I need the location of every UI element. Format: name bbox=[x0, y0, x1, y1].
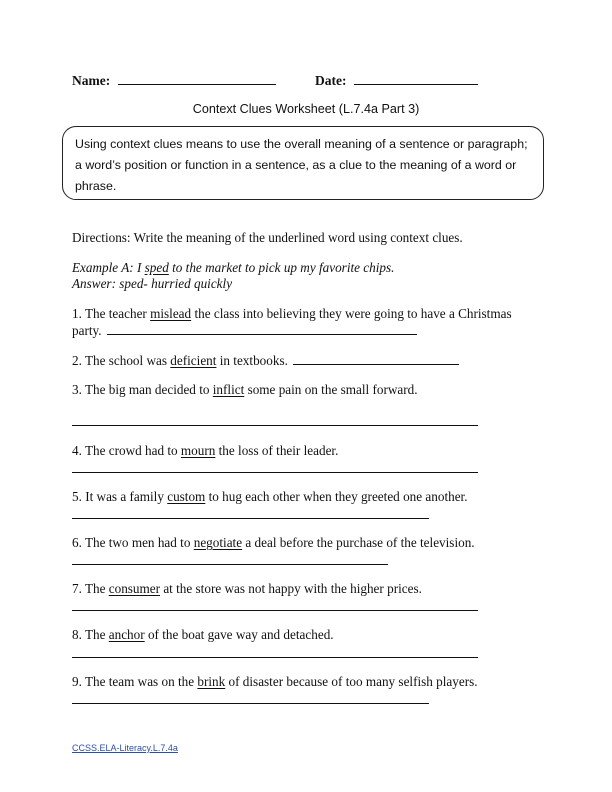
target-word-8: anchor bbox=[108, 627, 145, 642]
question-3: 3. The big man decided to inflict some pain on the small forward. bbox=[72, 382, 418, 397]
answer-line-4[interactable] bbox=[72, 472, 478, 473]
answer-line-7[interactable] bbox=[72, 610, 478, 611]
answer-blank-1[interactable] bbox=[107, 322, 417, 335]
name-field[interactable] bbox=[72, 72, 276, 89]
question-1: 1. The teacher mislead the class into believing they were going to have a Christmas bbox=[72, 306, 512, 321]
question-5: 5. It was a family custom to hug each other when they greeted one another. bbox=[72, 489, 468, 504]
question-4: 4. The crowd had to mourn the loss of their leader. bbox=[72, 443, 339, 458]
answer-blank-2[interactable] bbox=[293, 352, 459, 365]
definition-text: Using context clues means to use the overall meaning of a sentence or paragraph; a word’s position or function in a sentence, as a clue to the meaning of a word or phrase. bbox=[75, 137, 528, 193]
directions: Directions: Write the meaning of the underlined word using context clues. bbox=[72, 230, 463, 245]
target-word-6: negotiate bbox=[193, 535, 243, 550]
question-9: 9. The team was on the brink of disaster because of too many selfish players. bbox=[72, 674, 478, 689]
example-sentence: Example A: I sped to the market to pick up my favorite chips. bbox=[72, 260, 395, 275]
target-word-5: custom bbox=[167, 489, 206, 504]
example-target-word: sped bbox=[144, 260, 169, 275]
target-word-9: brink bbox=[197, 674, 226, 689]
worksheet-title: Context Clues Worksheet (L.7.4a Part 3) bbox=[192, 102, 420, 116]
example-answer: Answer: sped- hurried quickly bbox=[72, 276, 233, 291]
answer-line-9[interactable] bbox=[72, 703, 429, 704]
answer-line-8[interactable] bbox=[72, 657, 478, 658]
target-word-2: deficient bbox=[170, 353, 217, 368]
question-6: 6. The two men had to negotiate a deal before the purchase of the television. bbox=[72, 535, 475, 550]
target-word-7: consumer bbox=[108, 581, 161, 596]
answer-line-6[interactable] bbox=[72, 564, 388, 565]
date-blank[interactable] bbox=[354, 72, 478, 85]
target-word-3: inflict bbox=[212, 382, 245, 397]
question-8: 8. The anchor of the boat gave way and detached. bbox=[72, 627, 334, 642]
name-blank[interactable] bbox=[118, 72, 276, 85]
date-label: Date: bbox=[315, 73, 347, 88]
question-7: 7. The consumer at the store was not happy with the higher prices. bbox=[72, 581, 422, 596]
question-2: 2. The school was deficient in textbooks. bbox=[72, 352, 459, 369]
standard-code-footer: CCSS.ELA-Literacy.L.7.4a bbox=[72, 743, 178, 753]
answer-line-3[interactable] bbox=[72, 425, 478, 426]
answer-line-5[interactable] bbox=[72, 518, 429, 519]
name-label: Name: bbox=[72, 73, 111, 88]
target-word-4: mourn bbox=[180, 443, 216, 458]
question-1-continuation: party. bbox=[72, 322, 417, 339]
definition-box bbox=[62, 126, 544, 200]
target-word-1: mislead bbox=[150, 306, 192, 321]
date-field[interactable] bbox=[315, 72, 478, 89]
